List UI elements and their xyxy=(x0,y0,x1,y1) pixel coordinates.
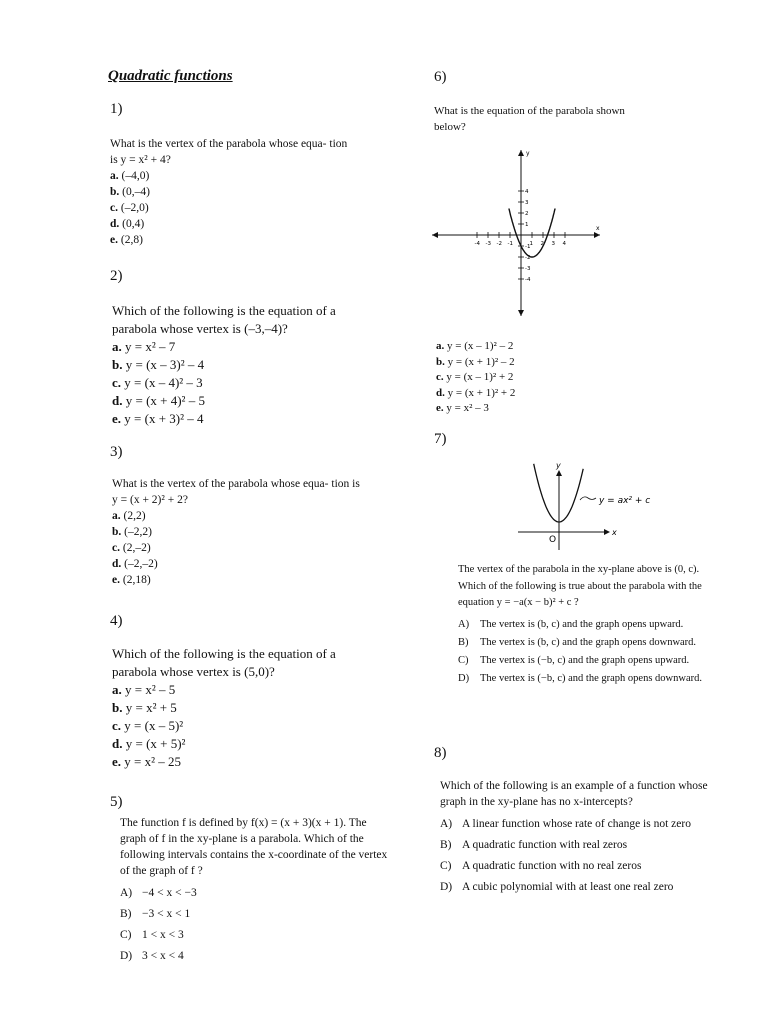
option-text: (2,8) xyxy=(117,234,143,246)
option-letter: d. xyxy=(112,558,122,570)
y-axis-label: y xyxy=(526,150,530,157)
x-tick-label: -2 xyxy=(496,241,502,247)
option-letter: D) xyxy=(458,672,470,684)
y-tick-label: 2 xyxy=(525,211,529,217)
question-number: 8) xyxy=(434,745,447,761)
option-text: (2,–2) xyxy=(119,542,151,554)
option-letter: B) xyxy=(440,839,452,851)
answer-option xyxy=(112,508,362,524)
option-letter: c. xyxy=(112,542,120,554)
question-stem: Which of the following is the equation of a parabola whose vertex is (–3,–4)? xyxy=(112,303,336,336)
answer-option xyxy=(112,717,372,735)
option-letter: a. xyxy=(112,339,122,354)
option-letter: b. xyxy=(112,357,123,372)
question-number: 3) xyxy=(110,444,123,460)
question-stem: What is the vertex of the parabola whose equa- tion is y = (x + 2)² + 2? xyxy=(112,478,360,506)
option-text: y = x² – 7 xyxy=(121,339,176,354)
answer-option xyxy=(440,858,715,874)
option-list xyxy=(120,885,395,964)
answer-option xyxy=(458,636,708,649)
x-axis-label: x xyxy=(596,225,600,232)
option-text: (0,–4) xyxy=(119,186,150,198)
question-number: 7) xyxy=(434,431,447,447)
option-text: (–4,0) xyxy=(118,170,150,182)
option-text: y = x² – 5 xyxy=(121,682,176,697)
option-text: y = (x – 1)² + 2 xyxy=(443,371,514,383)
option-list xyxy=(112,681,372,771)
y-tick-label: -3 xyxy=(525,266,531,272)
answer-option xyxy=(436,370,656,386)
x-tick-label: -1 xyxy=(507,241,513,247)
answer-option xyxy=(120,948,395,964)
option-text: The vertex is (−b, c) and the graph opens upward. xyxy=(480,654,690,666)
option-list xyxy=(436,339,656,417)
answer-option xyxy=(120,906,395,922)
answer-option xyxy=(112,338,372,356)
x-axis-arrow xyxy=(432,232,438,238)
question-7 xyxy=(458,562,708,690)
option-text: 1 < x < 3 xyxy=(142,929,184,941)
option-text: y = (x – 3)² – 4 xyxy=(122,357,205,372)
answer-option xyxy=(110,216,350,232)
answer-option xyxy=(440,879,715,895)
option-text: The vertex is (−b, c) and the graph opens downward. xyxy=(480,672,702,684)
option-list xyxy=(112,508,362,588)
answer-option xyxy=(458,672,708,685)
answer-option xyxy=(112,392,372,410)
option-letter: c. xyxy=(436,371,444,383)
option-text: −4 < x < −3 xyxy=(142,887,197,899)
option-list xyxy=(110,168,350,248)
option-text: The vertex is (b, c) and the graph opens upward. xyxy=(480,618,684,630)
question-stem: The function f is defined by f(x) = (x + 3)(x + 1). The graph of f in the xy-plane is a parabola. Which of the following intervals contains the x-coordinate of the vertex of the graph of f ? xyxy=(120,817,388,877)
question-stem: What is the vertex of the parabola whose equa- tion is y = x² + 4? xyxy=(110,138,348,166)
y-axis-arrow xyxy=(518,310,524,316)
answer-option xyxy=(112,410,372,428)
option-letter: D) xyxy=(440,881,453,893)
option-text: −3 < x < 1 xyxy=(142,908,191,920)
option-letter: d. xyxy=(436,386,445,399)
answer-option xyxy=(112,374,372,392)
option-letter: a. xyxy=(436,340,445,352)
option-text: y = (x + 4)² – 5 xyxy=(122,393,205,408)
y-tick-label: 4 xyxy=(525,189,529,195)
option-list xyxy=(440,816,715,895)
curve-label: y = ax² + c xyxy=(599,496,651,506)
option-letter: b. xyxy=(110,186,120,198)
answer-option xyxy=(112,681,372,699)
y-tick-label: -2 xyxy=(525,255,531,261)
answer-option xyxy=(112,356,372,374)
option-letter: e. xyxy=(110,234,118,246)
answer-option xyxy=(436,401,656,417)
option-text: (2,2) xyxy=(120,510,146,522)
question-6-stem xyxy=(434,103,654,135)
question-1 xyxy=(110,136,350,248)
x-axis-label: x xyxy=(612,528,617,537)
question-8 xyxy=(440,778,715,900)
y-tick-label: 1 xyxy=(525,222,529,228)
question-6-options xyxy=(436,339,656,417)
option-letter: a. xyxy=(110,170,119,182)
option-text: A quadratic function with no real zeros xyxy=(462,860,642,872)
option-text: The vertex is (b, c) and the graph opens downward. xyxy=(480,636,697,648)
answer-option xyxy=(436,386,656,402)
question-stem: The vertex of the parabola in the xy-plane above is (0, c). Which of the following is true about the parabola with the equation y = −a(x − b)² + c ? xyxy=(458,564,702,608)
x-tick-label: 3 xyxy=(551,241,555,247)
question-4 xyxy=(112,645,372,771)
parabola-graph-7 xyxy=(510,462,670,552)
option-letter: c. xyxy=(112,375,122,390)
question-number: 5) xyxy=(110,794,123,810)
option-text: y = (x + 5)² xyxy=(122,736,186,751)
option-text: (2,18) xyxy=(119,574,151,586)
option-text: y = (x + 1)² + 2 xyxy=(444,386,516,399)
option-text: y = x² – 3 xyxy=(443,402,489,414)
x-tick-label: 4 xyxy=(562,241,566,247)
option-text: y = (x – 1)² – 2 xyxy=(444,340,514,352)
question-number: 6) xyxy=(434,69,447,85)
option-letter: a. xyxy=(112,682,122,697)
x-tick-label: 1 xyxy=(529,241,533,247)
option-letter: A) xyxy=(120,887,133,899)
option-letter: d. xyxy=(112,393,123,408)
answer-option xyxy=(112,540,362,556)
question-2 xyxy=(112,302,372,428)
option-letter: a. xyxy=(112,510,121,522)
option-text: y = x² + 5 xyxy=(122,700,177,715)
option-letter: c. xyxy=(112,718,122,733)
option-letter: B) xyxy=(458,636,469,648)
option-letter: c. xyxy=(110,202,118,214)
option-text: y = (x – 4)² – 3 xyxy=(121,375,203,390)
answer-option xyxy=(110,184,350,200)
option-text: (0,4) xyxy=(119,218,145,230)
option-letter: D) xyxy=(120,950,133,962)
answer-option xyxy=(458,618,708,631)
question-stem: Which of the following is the equation of a parabola whose vertex is (5,0)? xyxy=(112,646,336,679)
option-list xyxy=(458,618,708,685)
answer-option xyxy=(112,556,362,572)
question-3 xyxy=(112,476,362,588)
option-letter: b. xyxy=(436,355,445,368)
answer-option xyxy=(120,885,395,901)
answer-option xyxy=(110,168,350,184)
y-axis-label: y xyxy=(556,462,561,470)
option-letter: A) xyxy=(458,618,470,630)
answer-option xyxy=(112,572,362,588)
answer-option xyxy=(112,753,372,771)
option-letter: d. xyxy=(110,218,120,230)
answer-option xyxy=(110,200,350,216)
option-letter: b. xyxy=(112,700,123,715)
origin-label: O xyxy=(549,535,557,545)
option-letter: C) xyxy=(120,929,132,941)
option-text: y = x² – 25 xyxy=(121,754,182,769)
answer-option xyxy=(440,816,715,832)
y-tick-label: 3 xyxy=(525,200,529,206)
answer-option xyxy=(458,654,708,667)
option-text: (–2,–2) xyxy=(121,558,158,570)
option-letter: e. xyxy=(436,402,444,414)
question-stem: What is the equation of the parabola shown below? xyxy=(434,105,625,133)
option-text: A quadratic function with real zeros xyxy=(462,839,628,851)
label-leader xyxy=(580,497,596,500)
question-number: 1) xyxy=(110,101,123,117)
answer-option xyxy=(436,355,656,371)
option-letter: e. xyxy=(112,411,122,426)
question-number: 4) xyxy=(110,613,123,629)
y-tick-label: -1 xyxy=(525,244,531,250)
y-axis-arrow xyxy=(518,150,524,156)
question-5 xyxy=(120,815,395,969)
answer-option xyxy=(120,927,395,943)
answer-option xyxy=(112,524,362,540)
answer-option xyxy=(112,735,372,753)
option-text: A linear function whose rate of change is not zero xyxy=(462,818,691,830)
option-text: 3 < x < 4 xyxy=(142,950,184,962)
x-axis-arrow xyxy=(604,529,610,535)
answer-option xyxy=(110,232,350,248)
answer-option xyxy=(112,699,372,717)
x-axis-arrow xyxy=(594,232,600,238)
option-text: (–2,0) xyxy=(117,202,149,214)
y-tick-label: -4 xyxy=(525,277,531,283)
x-tick-label: -4 xyxy=(474,241,480,247)
option-text: y = (x + 1)² – 2 xyxy=(444,355,515,368)
question-stem: Which of the following is an example of a function whose graph in the xy-plane has no x-intercepts? xyxy=(440,780,708,808)
option-letter: e. xyxy=(112,754,122,769)
option-text: y = (x + 3)² – 4 xyxy=(121,411,204,426)
page-title: Quadratic functions xyxy=(108,68,233,84)
option-letter: B) xyxy=(120,908,132,920)
parabola-graph-6 xyxy=(430,146,602,318)
option-text: (–2,2) xyxy=(121,526,152,538)
x-tick-label: -3 xyxy=(485,241,491,247)
x-tick-label: 2 xyxy=(540,241,544,247)
answer-option xyxy=(436,339,656,355)
option-letter: C) xyxy=(458,654,469,666)
option-text: A cubic polynomial with at least one real zero xyxy=(462,881,674,893)
y-axis-arrow xyxy=(556,470,562,476)
question-number: 2) xyxy=(110,268,123,284)
option-letter: b. xyxy=(112,526,122,538)
option-letter: C) xyxy=(440,860,452,872)
option-letter: A) xyxy=(440,818,453,830)
option-list xyxy=(112,338,372,428)
option-letter: d. xyxy=(112,736,123,751)
option-text: y = (x – 5)² xyxy=(121,718,184,733)
option-letter: e. xyxy=(112,574,120,586)
answer-option xyxy=(440,837,715,853)
